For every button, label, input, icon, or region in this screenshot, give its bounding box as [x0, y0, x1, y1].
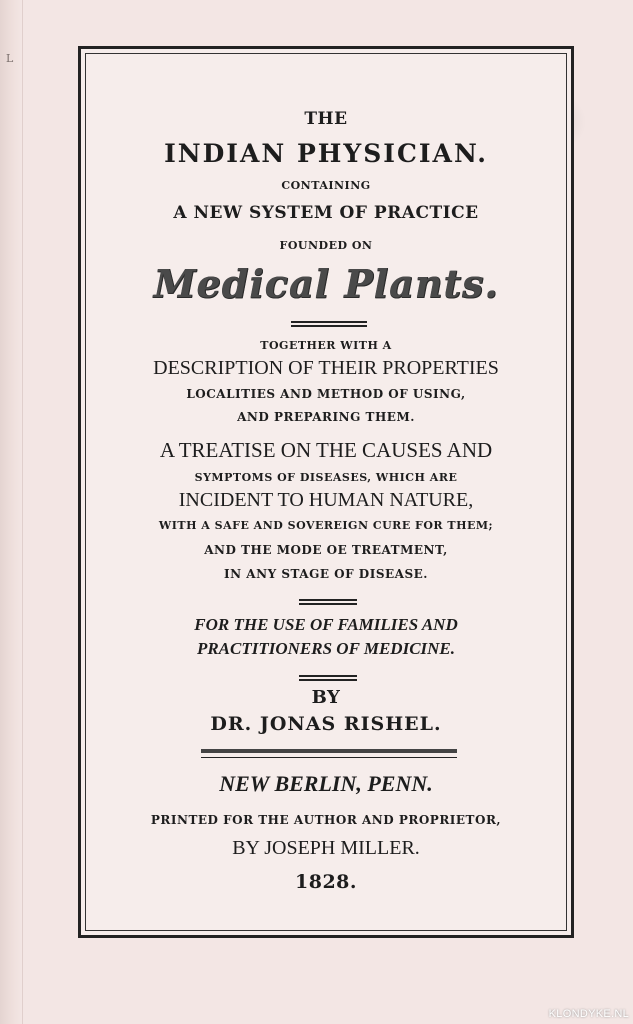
description-text: DESCRIPTION OF THEIR PROPERTIES: [153, 357, 499, 379]
title-the: THE: [304, 109, 348, 129]
practitioners-text: PRACTITIONERS OF MEDICINE.: [196, 639, 456, 658]
printed-for-text: PRINTED FOR THE AUTHOR AND PROPRIETOR,: [150, 813, 502, 827]
localities-text: LOCALITIES AND METHOD OF USING,: [186, 387, 466, 401]
medical-plants-heading: Medical Plants.: [153, 261, 499, 306]
year-text: 1828.: [295, 871, 357, 893]
book-title: INDIAN PHYSICIAN.: [164, 139, 488, 168]
containing-text: CONTAINING: [281, 179, 371, 192]
treatise-text: A TREATISE ON THE CAUSES AND: [159, 438, 493, 462]
place-text: NEW BERLIN, PENN.: [219, 771, 433, 796]
divider-rule-thick: [201, 749, 457, 753]
safe-cure-text: WITH A SAFE AND SOVEREIGN CURE FOR THEM;: [158, 519, 494, 532]
incident-text: INCIDENT TO HUMAN NATURE,: [178, 489, 474, 511]
for-use-text: FOR THE USE OF FAMILIES AND: [194, 615, 458, 634]
new-system-text: A NEW SYSTEM OF PRACTICE: [173, 203, 479, 223]
together-with-text: TOGETHER WITH A: [260, 339, 392, 352]
stage-text: IN ANY STAGE OF DISEASE.: [224, 567, 428, 581]
mode-text: AND THE MODE OE TREATMENT,: [204, 543, 448, 557]
symptoms-text: SYMPTOMS OF DISEASES, WHICH ARE: [194, 471, 458, 484]
preparing-text: AND PREPARING THEM.: [237, 410, 415, 424]
by-text: BY: [311, 687, 341, 708]
title-page-frame: [78, 46, 574, 938]
author-name: DR. JONAS RISHEL.: [210, 713, 442, 735]
founded-on-text: FOUNDED ON: [279, 239, 373, 252]
divider-rule-1: [291, 321, 367, 327]
divider-rule-3: [299, 675, 357, 681]
printer-text: BY JOSEPH MILLER.: [232, 837, 420, 859]
book-spine-edge: [0, 0, 23, 1024]
watermark-text: KLONDYKE.NL: [548, 1008, 629, 1020]
divider-rule-2: [299, 599, 357, 605]
spine-letter: L: [6, 52, 14, 65]
title-page-content: [81, 49, 571, 935]
divider-rule-thin: [201, 757, 457, 758]
